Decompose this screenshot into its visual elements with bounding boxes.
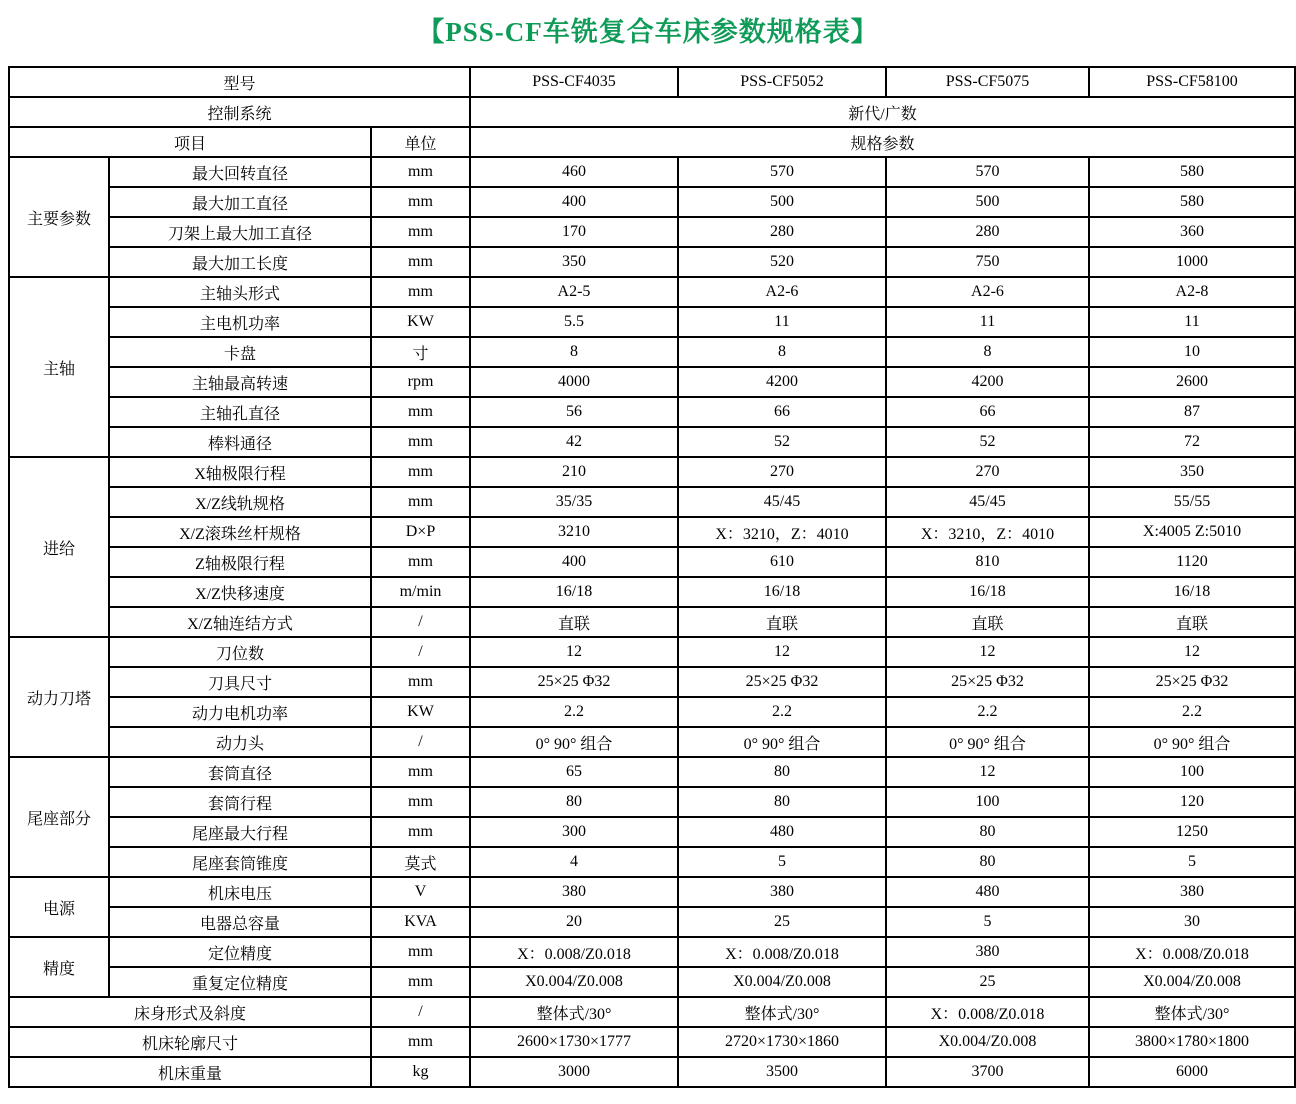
unit-cell: mm — [371, 427, 470, 457]
table-row — [9, 877, 1295, 907]
item-label: X轴极限行程 — [109, 457, 371, 487]
value-cell: 500 — [678, 187, 886, 217]
unit-header-label: 单位 — [371, 127, 470, 157]
value-cell: 25×25 Φ32 — [470, 667, 678, 697]
value-cell: 12 — [678, 637, 886, 667]
item-label: 卡盘 — [109, 337, 371, 367]
value-cell: 12 — [470, 637, 678, 667]
table-row — [9, 307, 1295, 337]
control-system-value: 新代/广数 — [470, 97, 1295, 127]
item-label: 床身形式及斜度 — [9, 997, 371, 1027]
table-row — [9, 907, 1295, 937]
item-label: 刀架上最大加工直径 — [109, 217, 371, 247]
table-row — [9, 997, 1295, 1027]
value-cell: X0.004/Z0.008 — [678, 967, 886, 997]
value-cell: 65 — [470, 757, 678, 787]
unit-cell: KW — [371, 697, 470, 727]
unit-cell: KW — [371, 307, 470, 337]
item-label: 机床重量 — [9, 1057, 371, 1087]
unit-cell: mm — [371, 157, 470, 187]
table-row-column-headers — [9, 127, 1295, 157]
value-cell: X0.004/Z0.008 — [1089, 967, 1295, 997]
table-row — [9, 757, 1295, 787]
item-label: X/Z滚珠丝杆规格 — [109, 517, 371, 547]
value-cell: 25×25 Φ32 — [1089, 667, 1295, 697]
table-row — [9, 427, 1295, 457]
value-cell: 280 — [678, 217, 886, 247]
value-cell: 350 — [470, 247, 678, 277]
value-cell: 5 — [886, 907, 1089, 937]
unit-cell: mm — [371, 667, 470, 697]
item-label: 最大加工直径 — [109, 187, 371, 217]
item-label: 刀位数 — [109, 637, 371, 667]
value-cell: 2600×1730×1777 — [470, 1027, 678, 1057]
value-cell: 750 — [886, 247, 1089, 277]
table-row-model — [9, 67, 1295, 97]
unit-cell: D×P — [371, 517, 470, 547]
unit-cell: / — [371, 607, 470, 637]
table-row — [9, 1057, 1295, 1087]
value-cell: 270 — [678, 457, 886, 487]
value-cell: 8 — [678, 337, 886, 367]
item-label: 重复定位精度 — [109, 967, 371, 997]
table-row — [9, 547, 1295, 577]
value-cell: 300 — [470, 817, 678, 847]
value-cell: 4200 — [886, 367, 1089, 397]
value-cell: 66 — [886, 397, 1089, 427]
control-system-label: 控制系统 — [9, 97, 470, 127]
table-row — [9, 367, 1295, 397]
value-cell: 6000 — [1089, 1057, 1295, 1087]
value-cell: 72 — [1089, 427, 1295, 457]
group-label: 动力刀塔 — [9, 637, 109, 757]
unit-cell: KVA — [371, 907, 470, 937]
value-cell: 4000 — [470, 367, 678, 397]
value-cell: 11 — [678, 307, 886, 337]
item-header-label: 项目 — [9, 127, 371, 157]
unit-cell: / — [371, 997, 470, 1027]
item-label: 最大加工长度 — [109, 247, 371, 277]
table-row — [9, 667, 1295, 697]
unit-cell: / — [371, 727, 470, 757]
value-cell: 460 — [470, 157, 678, 187]
value-cell: 0° 90° 组合 — [470, 727, 678, 757]
unit-cell: mm — [371, 487, 470, 517]
unit-cell: mm — [371, 967, 470, 997]
value-cell: 400 — [470, 547, 678, 577]
item-label: 定位精度 — [109, 937, 371, 967]
group-label: 主轴 — [9, 277, 109, 457]
group-label: 电源 — [9, 877, 109, 937]
value-cell: 610 — [678, 547, 886, 577]
value-cell: 16/18 — [678, 577, 886, 607]
table-row — [9, 397, 1295, 427]
value-cell: 52 — [886, 427, 1089, 457]
unit-cell: 莫式 — [371, 847, 470, 877]
item-label: 电器总容量 — [109, 907, 371, 937]
item-label: 最大回转直径 — [109, 157, 371, 187]
table-row-control-system — [9, 97, 1295, 127]
unit-cell: rpm — [371, 367, 470, 397]
value-cell: 2.2 — [1089, 697, 1295, 727]
table-row — [9, 217, 1295, 247]
value-cell: 25×25 Φ32 — [886, 667, 1089, 697]
value-cell: X：0.008/Z0.018 — [678, 937, 886, 967]
value-cell: 5 — [678, 847, 886, 877]
value-cell: 80 — [470, 787, 678, 817]
table-row — [9, 937, 1295, 967]
table-row — [9, 637, 1295, 667]
value-cell: 35/35 — [470, 487, 678, 517]
value-cell: 直联 — [470, 607, 678, 637]
value-cell: 42 — [470, 427, 678, 457]
value-cell: A2-6 — [678, 277, 886, 307]
item-label: 主轴孔直径 — [109, 397, 371, 427]
item-label: 机床电压 — [109, 877, 371, 907]
unit-cell: mm — [371, 787, 470, 817]
table-row — [9, 187, 1295, 217]
item-label: 刀具尺寸 — [109, 667, 371, 697]
value-cell: 25 — [678, 907, 886, 937]
value-cell: 0° 90° 组合 — [678, 727, 886, 757]
item-label: 套筒行程 — [109, 787, 371, 817]
item-label: X/Z轴连结方式 — [109, 607, 371, 637]
model-name-3: PSS-CF5075 — [886, 67, 1089, 97]
value-cell: 570 — [678, 157, 886, 187]
value-cell: 380 — [1089, 877, 1295, 907]
value-cell: 0° 90° 组合 — [886, 727, 1089, 757]
value-cell: 16/18 — [470, 577, 678, 607]
table-row — [9, 607, 1295, 637]
value-cell: 2.2 — [470, 697, 678, 727]
value-cell: 80 — [886, 817, 1089, 847]
value-cell: 3700 — [886, 1057, 1089, 1087]
value-cell: 480 — [678, 817, 886, 847]
value-cell: A2-8 — [1089, 277, 1295, 307]
value-cell: 580 — [1089, 157, 1295, 187]
item-label: 主轴最高转速 — [109, 367, 371, 397]
value-cell: 整体式/30° — [678, 997, 886, 1027]
value-cell: 1250 — [1089, 817, 1295, 847]
value-cell: 20 — [470, 907, 678, 937]
value-cell: 380 — [470, 877, 678, 907]
value-cell: 直联 — [886, 607, 1089, 637]
table-row — [9, 337, 1295, 367]
value-cell: 80 — [678, 787, 886, 817]
unit-cell: / — [371, 637, 470, 667]
value-cell: 170 — [470, 217, 678, 247]
unit-cell: mm — [371, 817, 470, 847]
value-cell: 100 — [1089, 757, 1295, 787]
value-cell: X：0.008/Z0.018 — [886, 997, 1089, 1027]
unit-cell: mm — [371, 187, 470, 217]
item-label: X/Z快移速度 — [109, 577, 371, 607]
value-cell: 380 — [886, 937, 1089, 967]
group-label: 进给 — [9, 457, 109, 637]
value-cell: 400 — [470, 187, 678, 217]
table-row — [9, 277, 1295, 307]
value-cell: 25 — [886, 967, 1089, 997]
value-cell: 12 — [886, 757, 1089, 787]
value-cell: 3000 — [470, 1057, 678, 1087]
value-cell: 100 — [886, 787, 1089, 817]
value-cell: 45/45 — [886, 487, 1089, 517]
table-row — [9, 247, 1295, 277]
value-cell: 11 — [886, 307, 1089, 337]
unit-cell: mm — [371, 217, 470, 247]
unit-cell: m/min — [371, 577, 470, 607]
value-cell: X0.004/Z0.008 — [470, 967, 678, 997]
table-row — [9, 697, 1295, 727]
unit-cell: mm — [371, 457, 470, 487]
item-label: 动力头 — [109, 727, 371, 757]
item-label: 尾座最大行程 — [109, 817, 371, 847]
unit-cell: V — [371, 877, 470, 907]
value-cell: 55/55 — [1089, 487, 1295, 517]
value-cell: 270 — [886, 457, 1089, 487]
item-label: 尾座套筒锥度 — [109, 847, 371, 877]
value-cell: 3500 — [678, 1057, 886, 1087]
value-cell: 810 — [886, 547, 1089, 577]
value-cell: 380 — [678, 877, 886, 907]
unit-cell: mm — [371, 757, 470, 787]
spec-table — [8, 66, 1296, 1088]
value-cell: 580 — [1089, 187, 1295, 217]
value-cell: 520 — [678, 247, 886, 277]
value-cell: 210 — [470, 457, 678, 487]
value-cell: 1000 — [1089, 247, 1295, 277]
model-name-1: PSS-CF4035 — [470, 67, 678, 97]
value-cell: 5.5 — [470, 307, 678, 337]
value-cell: 11 — [1089, 307, 1295, 337]
unit-cell: kg — [371, 1057, 470, 1087]
value-cell: A2-6 — [886, 277, 1089, 307]
table-row — [9, 157, 1295, 187]
table-row — [9, 817, 1295, 847]
model-header-label: 型号 — [9, 67, 470, 97]
value-cell: X0.004/Z0.008 — [886, 1027, 1089, 1057]
value-cell: 2600 — [1089, 367, 1295, 397]
value-cell: 10 — [1089, 337, 1295, 367]
item-label: 主电机功率 — [109, 307, 371, 337]
value-cell: 5 — [1089, 847, 1295, 877]
value-cell: 2720×1730×1860 — [678, 1027, 886, 1057]
spec-header-label: 规格参数 — [470, 127, 1295, 157]
value-cell: 360 — [1089, 217, 1295, 247]
unit-cell: mm — [371, 1027, 470, 1057]
unit-cell: mm — [371, 277, 470, 307]
table-row — [9, 727, 1295, 757]
unit-cell: mm — [371, 397, 470, 427]
value-cell: 2.2 — [886, 697, 1089, 727]
unit-cell: 寸 — [371, 337, 470, 367]
value-cell: 66 — [678, 397, 886, 427]
table-row — [9, 517, 1295, 547]
value-cell: 80 — [886, 847, 1089, 877]
table-row — [9, 577, 1295, 607]
table-row — [9, 847, 1295, 877]
value-cell: 直联 — [678, 607, 886, 637]
value-cell: 4200 — [678, 367, 886, 397]
unit-cell: mm — [371, 547, 470, 577]
page-title: 【PSS-CF车铣复合车床参数规格表】 — [417, 17, 879, 47]
value-cell: 直联 — [1089, 607, 1295, 637]
value-cell: A2-5 — [470, 277, 678, 307]
value-cell: 52 — [678, 427, 886, 457]
value-cell: 56 — [470, 397, 678, 427]
value-cell: 8 — [886, 337, 1089, 367]
value-cell: 120 — [1089, 787, 1295, 817]
table-row — [9, 787, 1295, 817]
value-cell: X：0.008/Z0.018 — [1089, 937, 1295, 967]
group-label: 精度 — [9, 937, 109, 997]
value-cell: 30 — [1089, 907, 1295, 937]
table-row — [9, 1027, 1295, 1057]
unit-cell: mm — [371, 937, 470, 967]
value-cell: 0° 90° 组合 — [1089, 727, 1295, 757]
item-label: Z轴极限行程 — [109, 547, 371, 577]
item-label: 机床轮廓尺寸 — [9, 1027, 371, 1057]
value-cell: 350 — [1089, 457, 1295, 487]
value-cell: 87 — [1089, 397, 1295, 427]
group-label: 尾座部分 — [9, 757, 109, 877]
value-cell: 16/18 — [886, 577, 1089, 607]
value-cell: 3210 — [470, 517, 678, 547]
value-cell: 3800×1780×1800 — [1089, 1027, 1295, 1057]
item-label: 动力电机功率 — [109, 697, 371, 727]
item-label: 棒料通径 — [109, 427, 371, 457]
value-cell: 16/18 — [1089, 577, 1295, 607]
value-cell: 1120 — [1089, 547, 1295, 577]
table-row — [9, 967, 1295, 997]
value-cell: 12 — [886, 637, 1089, 667]
value-cell: 280 — [886, 217, 1089, 247]
value-cell: X：3210，Z：4010 — [678, 517, 886, 547]
value-cell: X：3210，Z：4010 — [886, 517, 1089, 547]
value-cell: 2.2 — [678, 697, 886, 727]
value-cell: 整体式/30° — [1089, 997, 1295, 1027]
value-cell: 480 — [886, 877, 1089, 907]
value-cell: 570 — [886, 157, 1089, 187]
value-cell: 12 — [1089, 637, 1295, 667]
value-cell: 25×25 Φ32 — [678, 667, 886, 697]
value-cell: 4 — [470, 847, 678, 877]
value-cell: 80 — [678, 757, 886, 787]
value-cell: 整体式/30° — [470, 997, 678, 1027]
item-label: X/Z线轨规格 — [109, 487, 371, 517]
unit-cell: mm — [371, 247, 470, 277]
value-cell: 45/45 — [678, 487, 886, 517]
model-name-2: PSS-CF5052 — [678, 67, 886, 97]
value-cell: X：0.008/Z0.018 — [470, 937, 678, 967]
item-label: 主轴头形式 — [109, 277, 371, 307]
group-label: 主要参数 — [9, 157, 109, 277]
value-cell: X:4005 Z:5010 — [1089, 517, 1295, 547]
table-row — [9, 487, 1295, 517]
value-cell: 8 — [470, 337, 678, 367]
model-name-4: PSS-CF58100 — [1089, 67, 1295, 97]
table-row — [9, 457, 1295, 487]
item-label: 套筒直径 — [109, 757, 371, 787]
value-cell: 500 — [886, 187, 1089, 217]
